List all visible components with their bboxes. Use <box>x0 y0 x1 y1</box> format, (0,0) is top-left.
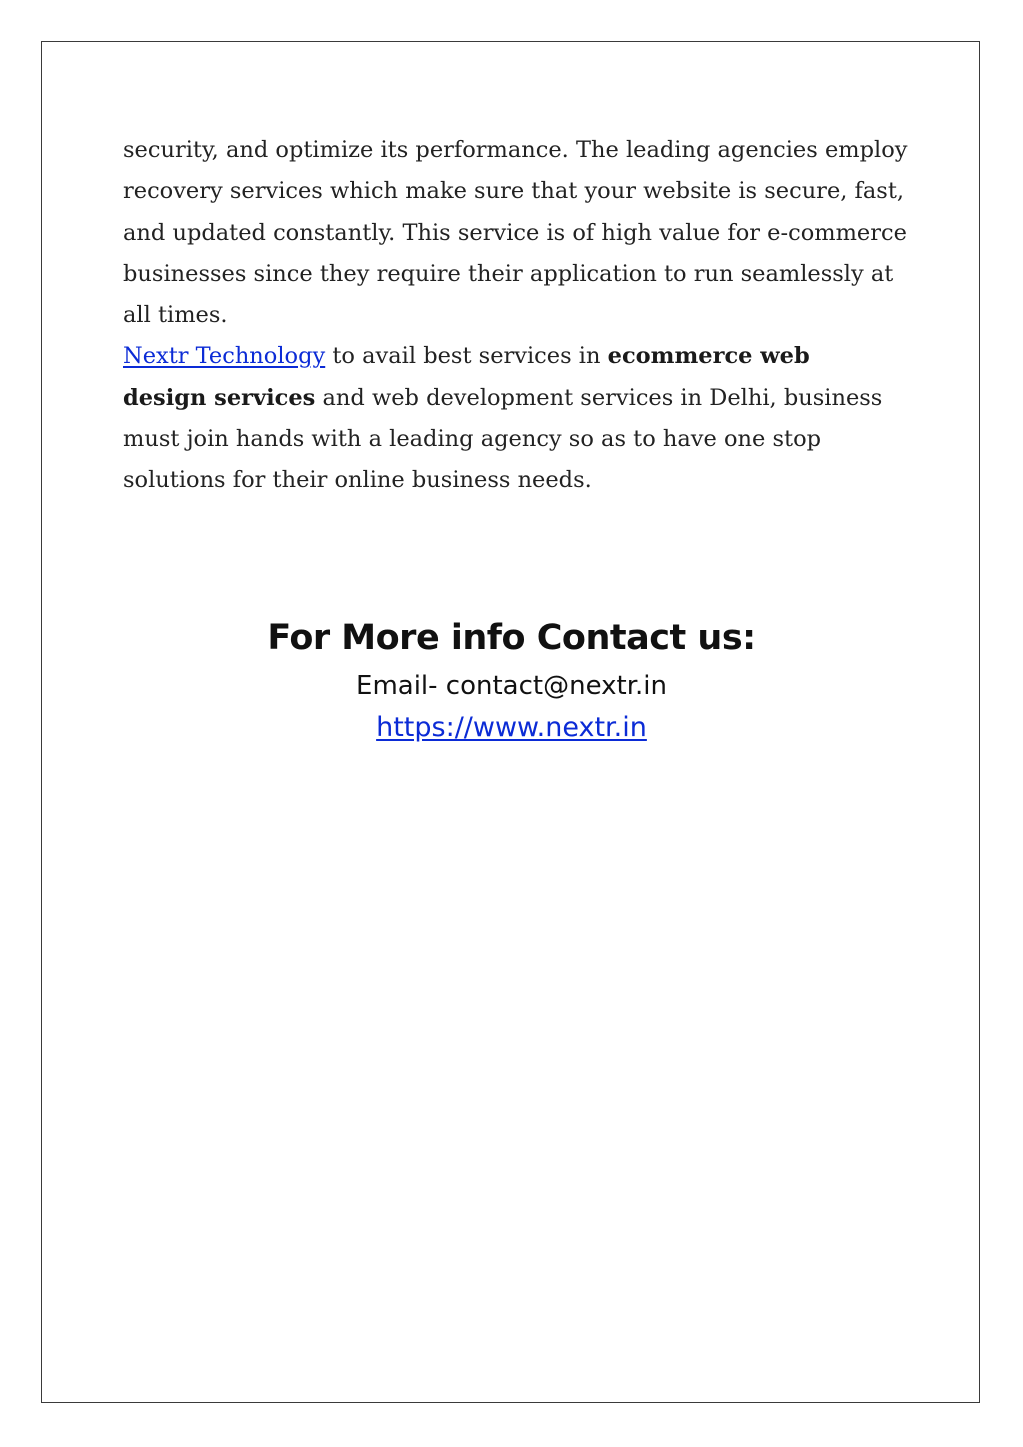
paragraph-intro: security, and optimize its performance. The leading agencies employ recovery services which make sure that your website is secure, fast, and updated constantly. This service is of high value for e-commerce businesses since they require their application to run seamlessly at all times. <box>123 137 908 329</box>
paragraph-services <box>123 336 913 501</box>
contact-heading: For More info Contact us: <box>267 618 756 658</box>
website-link[interactable]: https://www.nextr.in <box>376 712 647 743</box>
bold-ecommerce-web: ecommerce web <box>607 343 810 370</box>
contact-email: Email- contact@nextr.in <box>356 671 667 701</box>
nextr-technology-link[interactable]: Nextr Technology <box>123 343 326 370</box>
services-text-b: and web development services in Delhi, business must join hands with a leading agency so as to have one stop solutions for their online business needs. <box>123 384 883 494</box>
bold-design-services: design services <box>123 384 316 411</box>
document-body <box>123 130 913 502</box>
services-text-a: to avail best services in <box>325 343 608 370</box>
